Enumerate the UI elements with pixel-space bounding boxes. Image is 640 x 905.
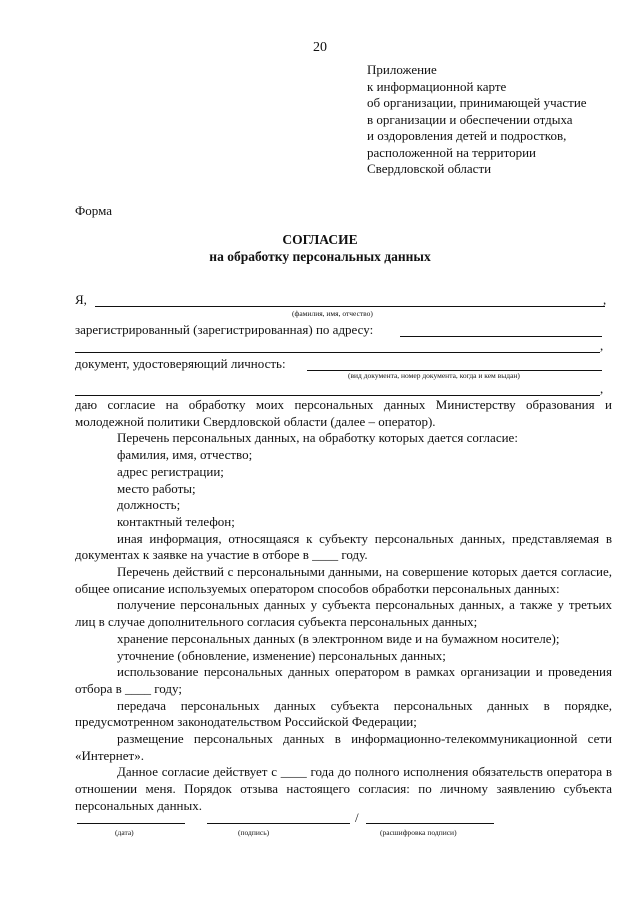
paragraph: даю согласие на обработку моих персональных данных Министерству образования и молодежной политики Свердловской области (далее – оператор). xyxy=(75,397,612,429)
decoding-line[interactable] xyxy=(366,823,494,824)
paragraph: Перечень персональных данных, на обработку которых дается согласие: xyxy=(117,430,518,446)
list-item: размещение персональных данных в информационно-телекоммуникационной сети «Интернет». xyxy=(75,731,612,763)
list-item: хранение персональных данных (в электронном виде и на бумажном носителе); xyxy=(117,630,560,646)
appendix-line: об организации, принимающей участие xyxy=(367,95,587,110)
address-label: зарегистрированный (зарегистрированная) по адресу: xyxy=(75,322,374,337)
document-caption: (вид документа, номер документа, когда и кем выдан) xyxy=(348,371,520,380)
list-item: должность; xyxy=(117,497,181,513)
paragraph: Данное согласие действует с ____ года до полного исполнения обязательств оператора в отношении меня. Порядок отзыва настоящего согласия: по личному заявлению субъекта персональных данных. xyxy=(75,764,612,813)
slash: / xyxy=(355,810,359,825)
document-label: документ, удостоверяющий личность: xyxy=(75,356,286,371)
list-item: передача персональных данных субъекта персональных данных в порядке, предусмотренном законодательством Российской Федерации; xyxy=(75,697,612,730)
appendix-line: Свердловской области xyxy=(367,161,492,176)
appendix-line: расположенной на территории xyxy=(367,144,536,160)
i-label: Я, xyxy=(75,292,87,307)
name-caption: (фамилия, имя, отчество) xyxy=(292,309,373,318)
appendix-line: и оздоровления детей и подростков, xyxy=(367,128,567,143)
list-item: получение персональных данных у субъекта персональных данных, а также у третьих лиц в случае дополнительного согласия субъекта персональных данных; xyxy=(75,597,612,630)
list-item: использование персональных данных оператором в рамках организации и проведения отбора в ____ году; xyxy=(75,664,612,696)
list-item: контактный телефон; xyxy=(117,513,235,529)
consent-body xyxy=(75,397,612,815)
list-item: иная информация, относящаяся к субъекту персональных данных, представляемая в документах к заявке на участие в отборе в ____ году. xyxy=(75,530,612,563)
list-item: адрес регистрации; xyxy=(117,463,224,479)
subtitle: на обработку персональных данных xyxy=(209,249,431,264)
appendix-line: в организации и обеспечении отдыха xyxy=(367,111,573,127)
document-title xyxy=(0,231,640,265)
signature-caption: (подпись) xyxy=(238,828,270,837)
appendix-block xyxy=(367,62,587,178)
form-label: Форма xyxy=(75,203,112,218)
document-line-2[interactable] xyxy=(75,395,600,396)
decoding-caption: (расшифровка подписи) xyxy=(380,828,457,837)
date-caption: (дата) xyxy=(115,828,134,837)
signature-line[interactable] xyxy=(207,823,350,824)
list-item: уточнение (обновление, изменение) персональных данных; xyxy=(117,647,446,663)
comma: , xyxy=(603,292,607,307)
appendix-line: к информационной карте xyxy=(367,78,507,94)
title: СОГЛАСИЕ xyxy=(282,232,358,247)
page-number: 20 xyxy=(313,40,327,55)
address-line[interactable] xyxy=(400,336,602,337)
comma: , xyxy=(600,381,604,396)
name-line[interactable] xyxy=(95,306,605,307)
paragraph: Перечень действий с персональными данными, на совершение которых дается согласие, общее описание используемых оператором способов обработки персональных данных: xyxy=(75,564,612,596)
comma: , xyxy=(600,338,604,353)
appendix-line: Приложение xyxy=(367,62,437,77)
list-item: фамилия, имя, отчество; xyxy=(117,447,253,463)
date-line[interactable] xyxy=(77,823,185,824)
address-line-2[interactable] xyxy=(75,352,600,353)
list-item: место работы; xyxy=(117,480,196,496)
